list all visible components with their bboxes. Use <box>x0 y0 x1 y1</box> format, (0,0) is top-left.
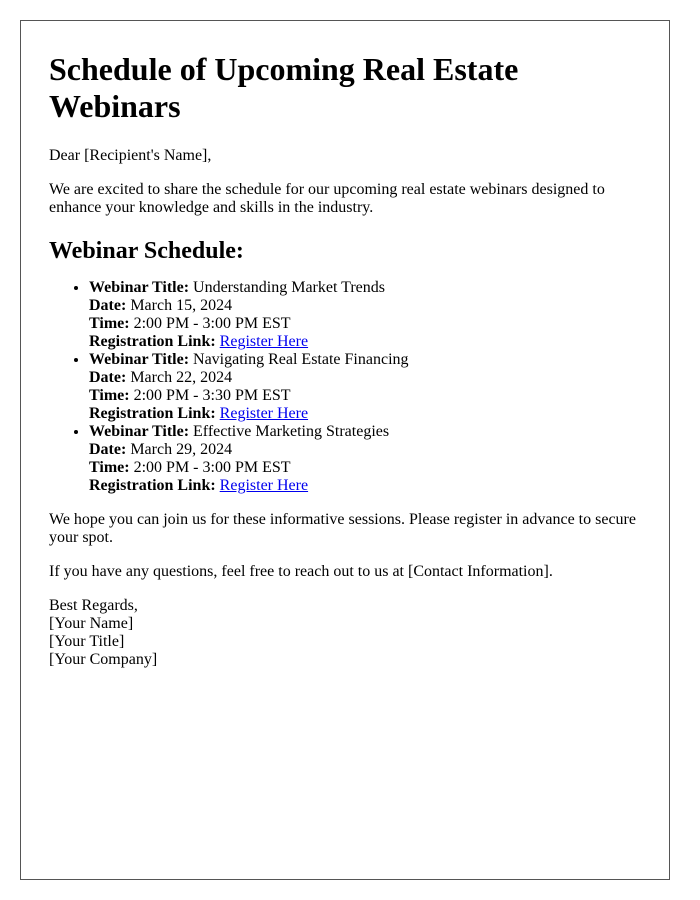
webinar-time-line <box>89 459 649 477</box>
hope-paragraph: We hope you can join us for these informative sessions. Please register in advance to secure your spot. <box>49 511 636 546</box>
webinar-title-line <box>89 351 649 369</box>
webinar-time-label: Time: <box>89 387 130 404</box>
sender-company: [Your Company] <box>49 651 158 668</box>
closing-block <box>49 597 649 669</box>
page-title: Schedule of Upcoming Real Estate Webinars <box>49 51 519 124</box>
webinar-date: March 15, 2024 <box>130 297 233 314</box>
sign-off: Best Regards, <box>49 597 138 614</box>
webinar-item <box>89 423 649 495</box>
webinar-link-line <box>89 333 649 351</box>
webinar-time-label: Time: <box>89 315 130 332</box>
webinar-time-label: Time: <box>89 459 130 476</box>
webinar-time-line <box>89 315 649 333</box>
webinar-time: 2:00 PM - 3:00 PM EST <box>133 315 291 332</box>
letter-container <box>20 20 670 880</box>
sender-name: [Your Name] <box>49 615 134 632</box>
schedule-heading: Webinar Schedule: <box>49 238 244 264</box>
webinar-title: Navigating Real Estate Financing <box>193 351 409 368</box>
webinar-title-label: Webinar Title: <box>89 351 190 368</box>
webinar-item <box>89 351 649 423</box>
webinar-date-label: Date: <box>89 441 127 458</box>
webinar-date-line <box>89 369 649 387</box>
webinar-title-line <box>89 279 649 297</box>
webinar-link-label: Registration Link: <box>89 477 216 494</box>
register-link[interactable]: Register Here <box>219 333 309 350</box>
webinar-date-line <box>89 297 649 315</box>
questions-paragraph: If you have any questions, feel free to reach out to us at [Contact Information]. <box>49 563 553 580</box>
webinar-title-label: Webinar Title: <box>89 423 190 440</box>
webinar-link-line <box>89 405 649 423</box>
webinar-title: Understanding Market Trends <box>193 279 385 296</box>
webinar-link-label: Registration Link: <box>89 405 216 422</box>
sender-title: [Your Title] <box>49 633 125 650</box>
webinar-link-label: Registration Link: <box>89 333 216 350</box>
webinar-date: March 22, 2024 <box>130 369 233 386</box>
register-link[interactable]: Register Here <box>219 477 309 494</box>
intro-paragraph: We are excited to share the schedule for our upcoming real estate webinars designed to enhance your knowledge and skills in the industry. <box>49 181 605 216</box>
greeting: Dear [Recipient's Name], <box>49 147 212 164</box>
webinar-list <box>49 279 649 495</box>
webinar-item <box>89 279 649 351</box>
webinar-title: Effective Marketing Strategies <box>193 423 390 440</box>
register-link[interactable]: Register Here <box>219 405 309 422</box>
webinar-time: 2:00 PM - 3:30 PM EST <box>133 387 291 404</box>
webinar-link-line <box>89 477 649 495</box>
webinar-time-line <box>89 387 649 405</box>
webinar-time: 2:00 PM - 3:00 PM EST <box>133 459 291 476</box>
webinar-title-line <box>89 423 649 441</box>
webinar-title-label: Webinar Title: <box>89 279 190 296</box>
webinar-date-line <box>89 441 649 459</box>
webinar-date: March 29, 2024 <box>130 441 233 458</box>
webinar-date-label: Date: <box>89 297 127 314</box>
webinar-date-label: Date: <box>89 369 127 386</box>
